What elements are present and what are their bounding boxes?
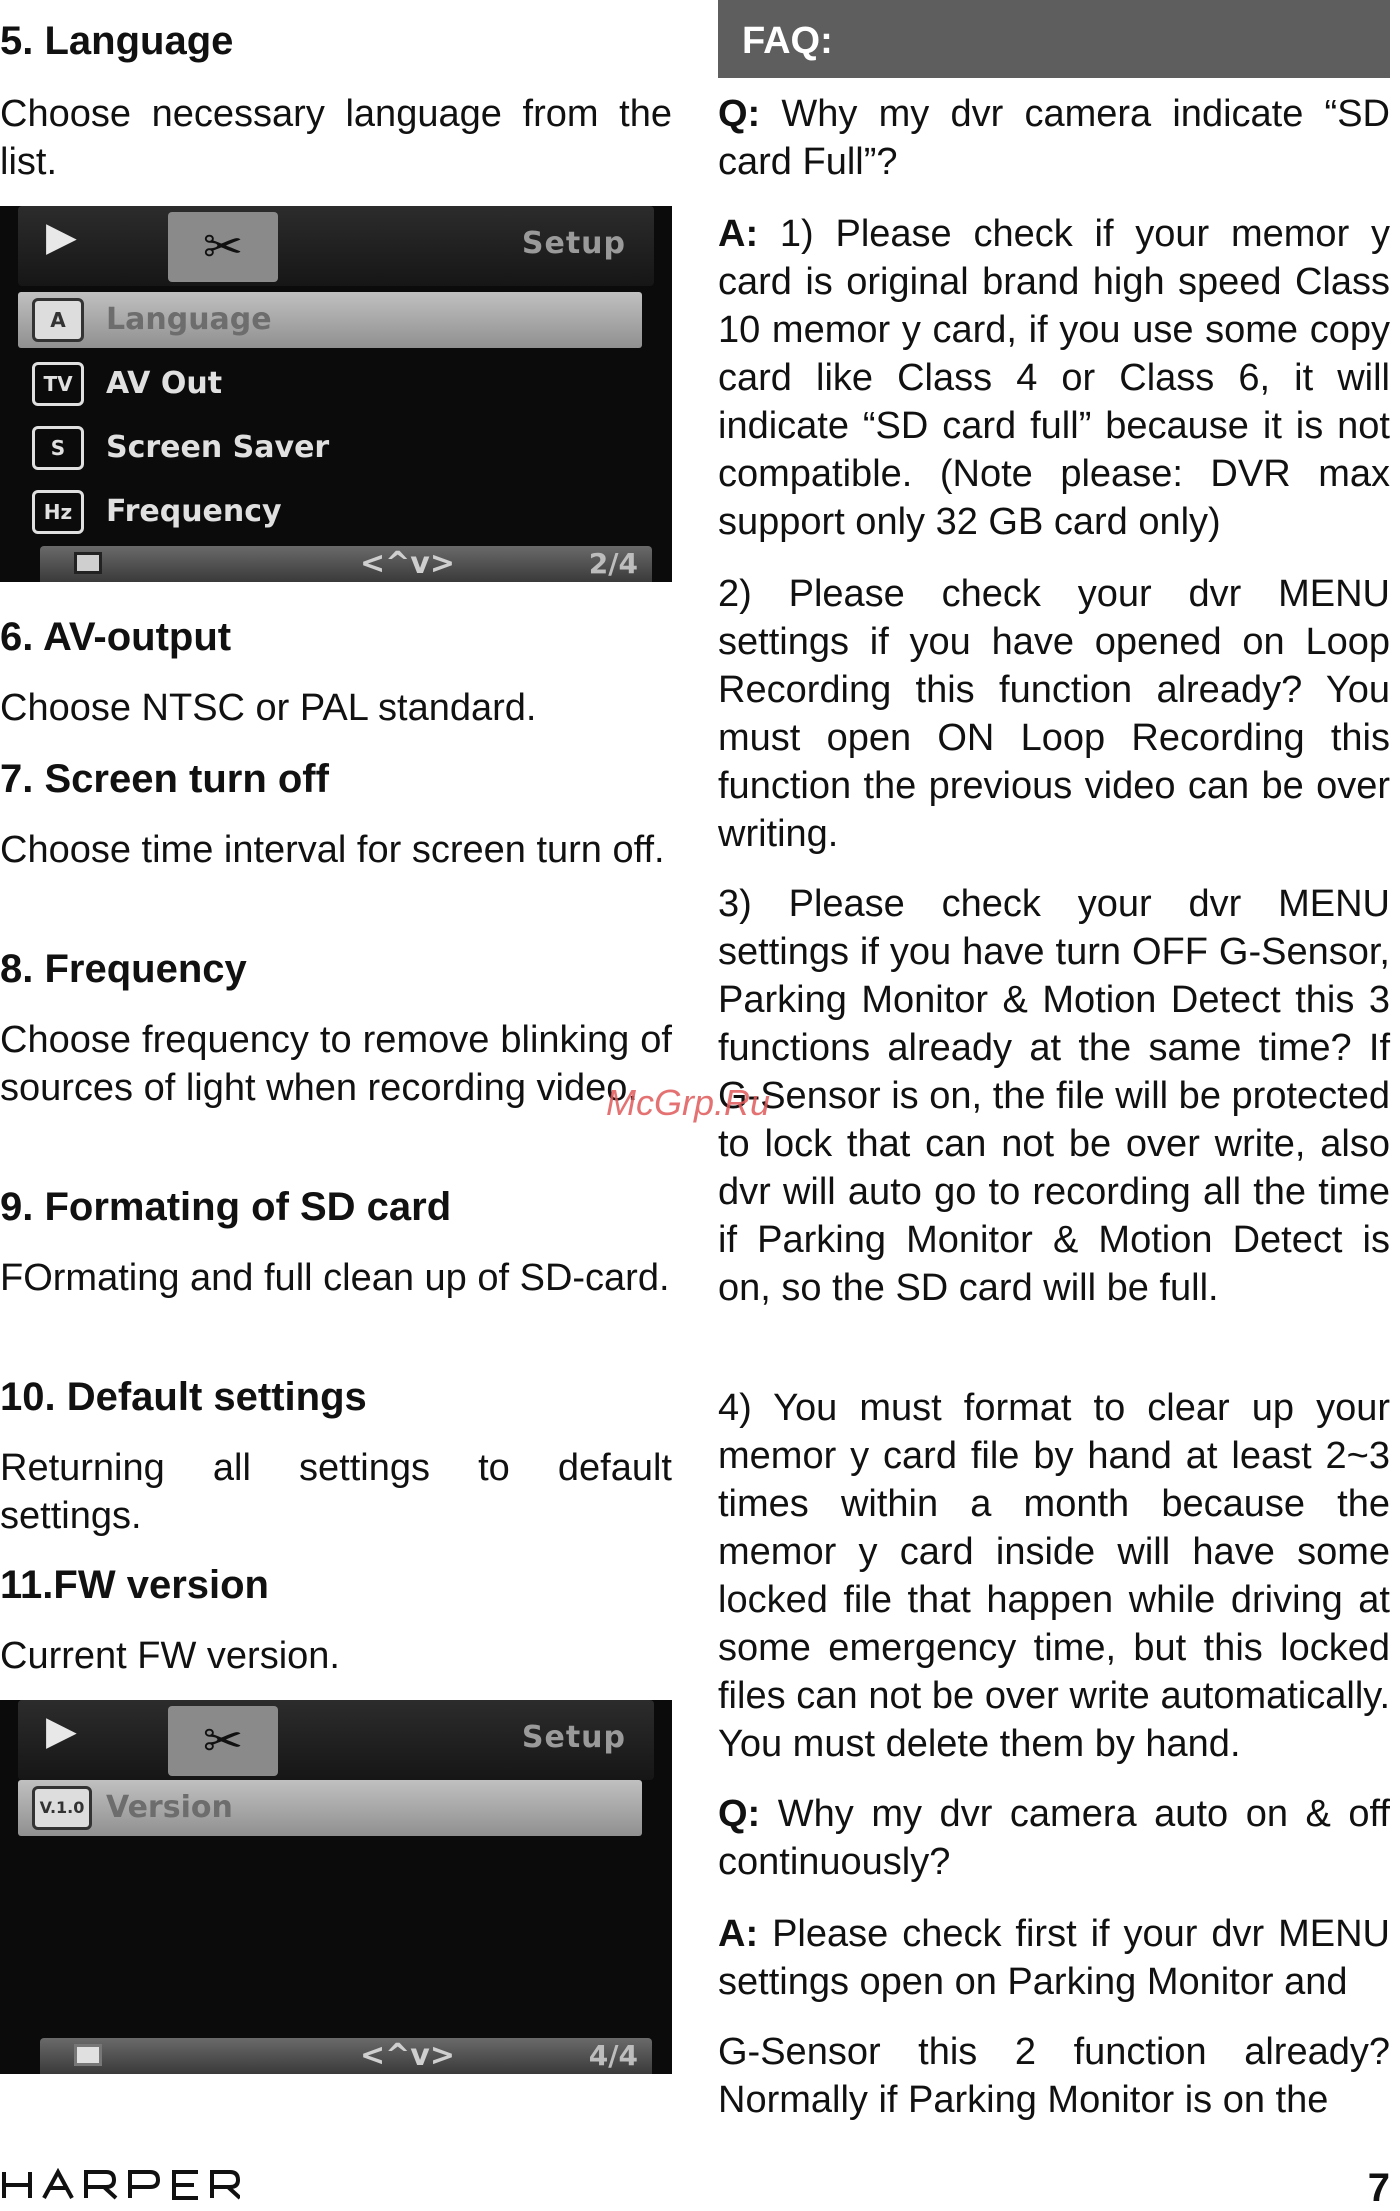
screen-top-bar: [18, 206, 654, 286]
answer-text: Please check first if your dvr MENU settings open on Parking Monitor and: [718, 1913, 1391, 2003]
setup-label: Setup: [521, 1720, 626, 1755]
section-fw-title: 11.FW version: [0, 1563, 269, 1607]
faq-title: FAQ:: [742, 20, 833, 62]
setup-label: Setup: [521, 226, 626, 261]
menu-item-av-out: [18, 356, 642, 412]
section-frequency-title: 8. Frequency: [0, 947, 247, 991]
menu-item-frequency: [18, 484, 642, 540]
section-language-text: Choose necessary language from the list.: [0, 93, 672, 183]
section-default-text: Returning all settings to default settings.: [0, 1447, 672, 1537]
menu-item-label: Screen Saver: [106, 430, 330, 465]
section-default-title: 10. Default settings: [0, 1375, 367, 1419]
setup-screen-language: [0, 206, 672, 582]
faq-answer-2-part-1: [718, 1910, 1390, 2006]
answer-prefix: A:: [718, 213, 759, 255]
faq-answer-1-part-1: [718, 210, 1390, 546]
screen-bottom-bar: [40, 2038, 652, 2074]
screen-top-bar: [18, 1700, 654, 1780]
faq-answer-1-part-2: 2) Please check your dvr MENU settings if you have opened on Loop Recording this function already? You must open ON Loop Recording this function the previous video can be over writing.: [718, 573, 1390, 855]
answer-text: 1) Please check if your memor y card is original brand high speed Class 10 memor y card, if you use some copy card like Class 4 or Class 6, it will indicate “SD card full” because it is not compatible. (Note please: DVR max support only 32 GB card only): [718, 213, 1391, 543]
menu-item-label: AV Out: [106, 366, 223, 401]
menu-item-language: [18, 292, 642, 348]
question-text: Why my dvr camera indicate “SD card Full”?: [718, 93, 1390, 183]
section-av-output-text: Choose NTSC or PAL standard.: [0, 687, 537, 729]
page-indicator: 4/4: [588, 2039, 638, 2072]
section-screen-off-title: 7. Screen turn off: [0, 757, 329, 801]
watermark: McGrp.Ru: [606, 1082, 771, 1123]
menu-item-screen-saver: [18, 420, 642, 476]
page-number: 7: [1367, 2166, 1390, 2210]
faq-question-2: [718, 1790, 1390, 1886]
screen-bottom-bar: [40, 546, 652, 582]
faq-answer-1-part-4: 4) You must format to clear up your memor y card file by hand at least 2~3 times within a month because the memor y card inside will have some locked file that happen while driving at some emergency time, but this locked files can not be over write automatically. You must delete them by hand.: [718, 1387, 1390, 1765]
language-icon: A: [32, 298, 84, 342]
menu-item-label: Frequency: [106, 494, 282, 529]
section-formatting-text: FOrmating and full clean up of SD-card.: [0, 1257, 670, 1299]
question-text: Why my dvr camera auto on & off continuously?: [718, 1793, 1390, 1883]
question-prefix: Q:: [718, 93, 761, 135]
hz-icon: Hz: [32, 490, 84, 534]
menu-item-label: Language: [106, 302, 272, 337]
video-mode-icon: ▶: [46, 214, 77, 260]
faq-answer-2-part-2: G-Sensor this 2 function already? Normally if Parking Monitor is on the: [718, 2031, 1390, 2121]
page-indicator: 2/4: [588, 547, 638, 580]
faq-answer-1-part-3: 3) Please check your dvr MENU settings if you have turn OFF G-Sensor, Parking Monitor & Motion Detect this 3 functions already at the same time? If G-Sensor is on, the file will be protected to lock that can not be over write, also dvr will auto go to recording all the time if Parking Monitor & Motion Detect is on, so the SD card will be full.: [718, 883, 1390, 1309]
faq-header: [718, 0, 1390, 78]
section-av-output-title: 6. AV-output: [0, 615, 232, 659]
faq-question-1: [718, 90, 1390, 186]
section-language-title: 5. Language: [0, 19, 234, 63]
navigation-arrows: <^v>: [360, 2038, 455, 2073]
answer-prefix: A:: [718, 1913, 759, 1955]
version-icon: V.1.0: [32, 1786, 92, 1830]
question-prefix: Q:: [718, 1793, 761, 1835]
tv-icon: TV: [32, 362, 84, 406]
video-mode-icon: ▶: [46, 1708, 77, 1754]
section-frequency-text: Choose frequency to remove blinking of sources of light when recording video.: [0, 1019, 672, 1109]
setup-tools-icon: ✂: [168, 1706, 278, 1776]
navigation-arrows: <^v>: [360, 546, 455, 581]
screen-saver-icon: S: [32, 426, 84, 470]
section-screen-off-text: Choose time interval for screen turn off.: [0, 829, 665, 871]
setup-screen-version: [0, 1700, 672, 2074]
menu-item-label: Version: [106, 1790, 233, 1825]
document-icon: [74, 552, 102, 574]
setup-tools-icon: ✂: [168, 212, 278, 282]
harper-logo: [0, 2168, 240, 2202]
section-fw-text: Current FW version.: [0, 1635, 340, 1677]
document-icon: [74, 2044, 102, 2066]
section-formatting-title: 9. Formating of SD card: [0, 1185, 452, 1229]
menu-item-version: [18, 1780, 642, 1836]
